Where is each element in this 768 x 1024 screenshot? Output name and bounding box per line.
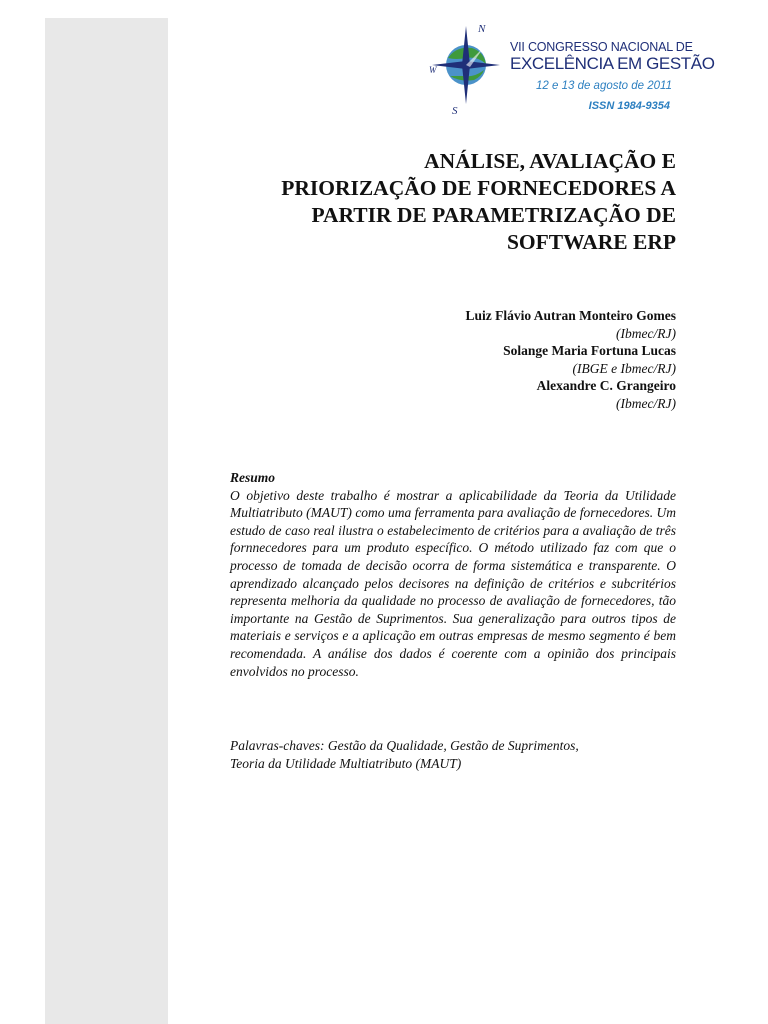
paper-title [216, 148, 676, 256]
compass-s-label: S [452, 105, 458, 117]
congress-name-line1: VII CONGRESSO NACIONAL DE [510, 40, 693, 54]
compass-n-label: N [478, 23, 486, 35]
congress-date: 12 e 13 de agosto de 2011 [536, 80, 672, 92]
keywords-line: Palavras-chaves: Gestão da Qualidade, Gestão de Suprimentos, [230, 738, 579, 753]
keywords-section [230, 737, 676, 772]
title-line: ANÁLISE, AVALIAÇÃO E [424, 149, 676, 173]
compass-globe-icon [426, 18, 510, 118]
title-line: SOFTWARE ERP [506, 230, 676, 254]
title-line: PRIORIZAÇÃO DE FORNECEDORES A [281, 176, 676, 200]
compass-w-label: W [429, 65, 437, 75]
author-name: Luiz Flávio Autran Monteiro Gomes [465, 308, 676, 323]
author-affiliation: (Ibmec/RJ) [616, 325, 676, 341]
abstract-body: O objetivo deste trabalho é mostrar a aplicabilidade da Teoria da Utilidade Multiatributo (MAUT) como uma ferramenta para avaliação de fornecedores. Um estudo de caso real ilustra o estabelecimento de critérios para a avaliação de três fornnecedores para um produto específico. O método utilizado faz com que o processo de tomada de decisão ocorra de forma sistemática e transparente. O aprendizado alcançado pelos decisores na definição de critérios e subcritérios representa melhoria da qualidade no processo de avaliação de fornecedores, tão importante na Gestão de Suprimentos. Sua generalização para outros tipos de materiais e serviços e a aplicação em outras empresas de mesmo segmento é bem recomendada. A análise dos dados é coerente com a opinião dos principais envolvidos no processo. [230, 487, 676, 679]
author-name: Solange Maria Fortuna Lucas [503, 343, 676, 359]
issn-number: ISSN 1984-9354 [588, 100, 670, 112]
author-name: Alexandre C. Grangeiro [536, 378, 676, 394]
author-affiliation: (IBGE e Ibmec/RJ) [572, 360, 676, 376]
congress-name-line2: EXCELÊNCIA EM GESTÃO [510, 54, 715, 73]
author-list [276, 307, 676, 413]
keywords-line: Teoria da Utilidade Multiatributo (MAUT) [230, 755, 462, 771]
abstract-section [230, 469, 676, 680]
author-affiliation: (Ibmec/RJ) [616, 395, 676, 411]
congress-logo [426, 18, 715, 118]
abstract-heading: Resumo [230, 470, 276, 485]
left-margin-band [45, 18, 168, 1024]
title-line: PARTIR DE PARAMETRIZAÇÃO DE [311, 203, 676, 227]
